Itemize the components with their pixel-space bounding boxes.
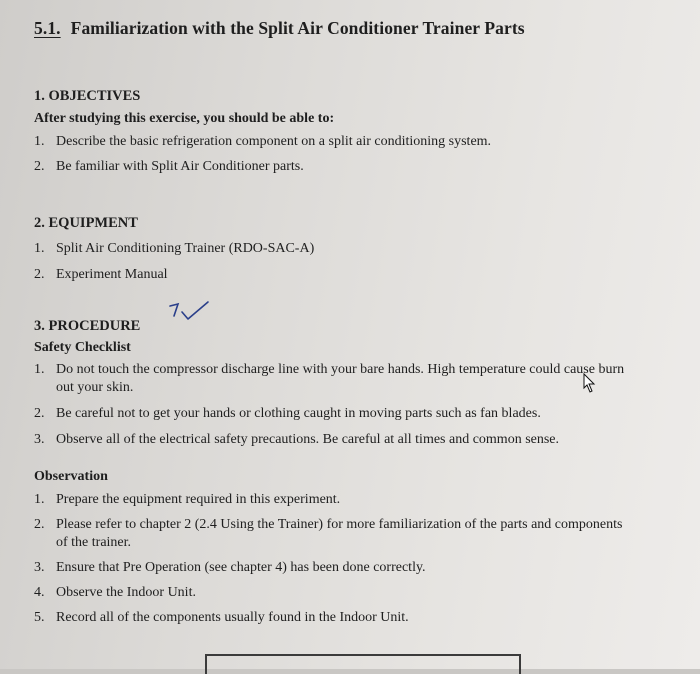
section-title-text: Familiarization with the Split Air Conditioner Trainer Parts bbox=[70, 18, 525, 38]
observation-item bbox=[34, 584, 634, 602]
item-number: 2. bbox=[34, 267, 45, 282]
item-text: Observe the Indoor Unit. bbox=[56, 585, 196, 600]
cursor-icon bbox=[580, 372, 598, 396]
item-number: 3. bbox=[34, 560, 45, 575]
safety-item bbox=[34, 405, 634, 423]
observation-item bbox=[34, 491, 634, 509]
equipment-heading: 2. EQUIPMENT bbox=[34, 215, 138, 231]
item-number: 4. bbox=[34, 585, 45, 600]
item-number: 3. bbox=[34, 432, 45, 447]
section-title bbox=[34, 18, 525, 39]
item-text: Prepare the equipment required in this experiment. bbox=[56, 492, 341, 507]
objective-item bbox=[34, 158, 491, 176]
observation-item bbox=[34, 559, 634, 577]
item-text: Observe all of the electrical safety precautions. Be careful at all times and common sense. bbox=[56, 432, 560, 447]
item-number: 5. bbox=[34, 610, 45, 625]
observation-item bbox=[34, 516, 634, 552]
objectives-intro: After studying this exercise, you should be able to: bbox=[34, 111, 335, 126]
objectives-section bbox=[34, 88, 491, 176]
item-text: Ensure that Pre Operation (see chapter 4) has been done correctly. bbox=[56, 560, 426, 575]
item-number: 2. bbox=[34, 406, 45, 421]
item-number: 1. bbox=[34, 492, 45, 507]
safety-checklist-title: Safety Checklist bbox=[34, 340, 131, 355]
item-text: Experiment Manual bbox=[56, 267, 168, 282]
item-text: Please refer to chapter 2 (2.4 Using the Trainer) for more familiarization of the parts and components of the trainer. bbox=[56, 517, 623, 550]
item-number: 1. bbox=[34, 362, 45, 377]
item-text: Do not touch the compressor discharge line with your bare hands. High temperature could cause burn out your skin. bbox=[56, 362, 625, 395]
safety-item bbox=[34, 361, 634, 397]
item-number: 1. bbox=[34, 241, 45, 256]
safety-item bbox=[34, 431, 634, 449]
item-text: Describe the basic refrigeration component on a split air conditioning system. bbox=[56, 134, 492, 149]
handwritten-check-icon bbox=[168, 300, 212, 324]
item-text: Split Air Conditioning Trainer (RDO-SAC-A) bbox=[56, 241, 315, 256]
procedure-heading: 3. PROCEDURE bbox=[34, 318, 141, 334]
item-text: Record all of the components usually found in the Indoor Unit. bbox=[56, 610, 409, 625]
item-number: 2. bbox=[34, 517, 45, 532]
item-number: 1. bbox=[34, 134, 45, 149]
equipment-item bbox=[34, 240, 314, 258]
section-number: 5.1. bbox=[34, 18, 61, 38]
objective-item bbox=[34, 133, 491, 151]
table-box-top-edge bbox=[205, 654, 521, 674]
equipment-item bbox=[34, 266, 314, 284]
item-text: Be careful not to get your hands or clothing caught in moving parts such as fan blades. bbox=[56, 406, 541, 421]
objectives-heading: 1. OBJECTIVES bbox=[34, 88, 141, 104]
observation-title: Observation bbox=[34, 469, 108, 484]
item-number: 2. bbox=[34, 159, 45, 174]
equipment-section bbox=[34, 215, 314, 284]
observation-item bbox=[34, 609, 634, 627]
procedure-section bbox=[34, 318, 634, 627]
item-text: Be familiar with Split Air Conditioner parts. bbox=[56, 159, 304, 174]
